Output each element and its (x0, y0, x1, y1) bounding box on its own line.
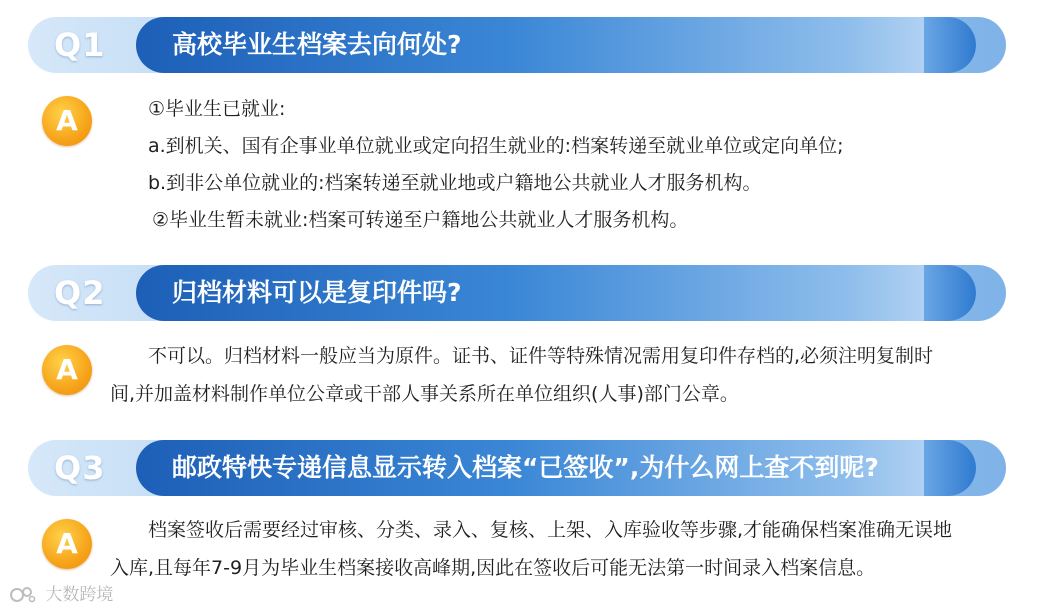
question-text: 高校毕业生档案去向何处? (172, 30, 462, 59)
question-number: Q1 (54, 26, 106, 64)
question-text: 邮政特快专递信息显示转入档案“已签收”,为什么网上查不到呢? (172, 453, 879, 482)
question-text: 归档材料可以是复印件吗? (172, 278, 462, 307)
answer-line: 不可以。归档材料一般应当为原件。证书、证件等特殊情况需用复印件存档的,必须注明复制时 (148, 345, 934, 367)
bubbles-logo-icon (10, 585, 36, 605)
answer-line: 入库,且每年7-9月为毕业生档案接收高峰期,因此在签收后可能无法第一时间录入档案信息。 (110, 557, 876, 579)
answer-badge: A (42, 96, 92, 146)
question-bar (28, 17, 1006, 73)
banner-cap (924, 265, 976, 321)
banner-cap (924, 440, 976, 496)
answer-badge: A (42, 519, 92, 569)
question-banner (136, 265, 976, 321)
question-banner (136, 17, 976, 73)
answer-badge: A (42, 345, 92, 395)
answer-line: 间,并加盖材料制作单位公章或干部人事关系所在单位组织(人事)部门公章。 (110, 383, 739, 405)
answer-line: 档案签收后需要经过审核、分类、录入、复核、上架、入库验收等步骤,才能确保档案准确无误地 (148, 519, 953, 541)
banner-cap (924, 17, 976, 73)
question-bar (28, 440, 1006, 496)
answer-line: b.到非公单位就业的:档案转递至就业地或户籍地公共就业人才服务机构。 (148, 172, 762, 194)
answer-line: a.到机关、国有企事业单位就业或定向招生就业的:档案转递至就业单位或定向单位; (148, 135, 844, 157)
question-number: Q2 (54, 274, 106, 312)
question-number: Q3 (54, 449, 106, 487)
watermark (10, 580, 113, 610)
watermark-text: 大数跨境 (45, 585, 114, 605)
question-bar (28, 265, 1006, 321)
question-banner (136, 440, 976, 496)
answer-line: ②毕业生暂未就业:档案可转递至户籍地公共就业人才服务机构。 (152, 209, 689, 231)
answer-line: ①毕业生已就业: (148, 98, 286, 120)
